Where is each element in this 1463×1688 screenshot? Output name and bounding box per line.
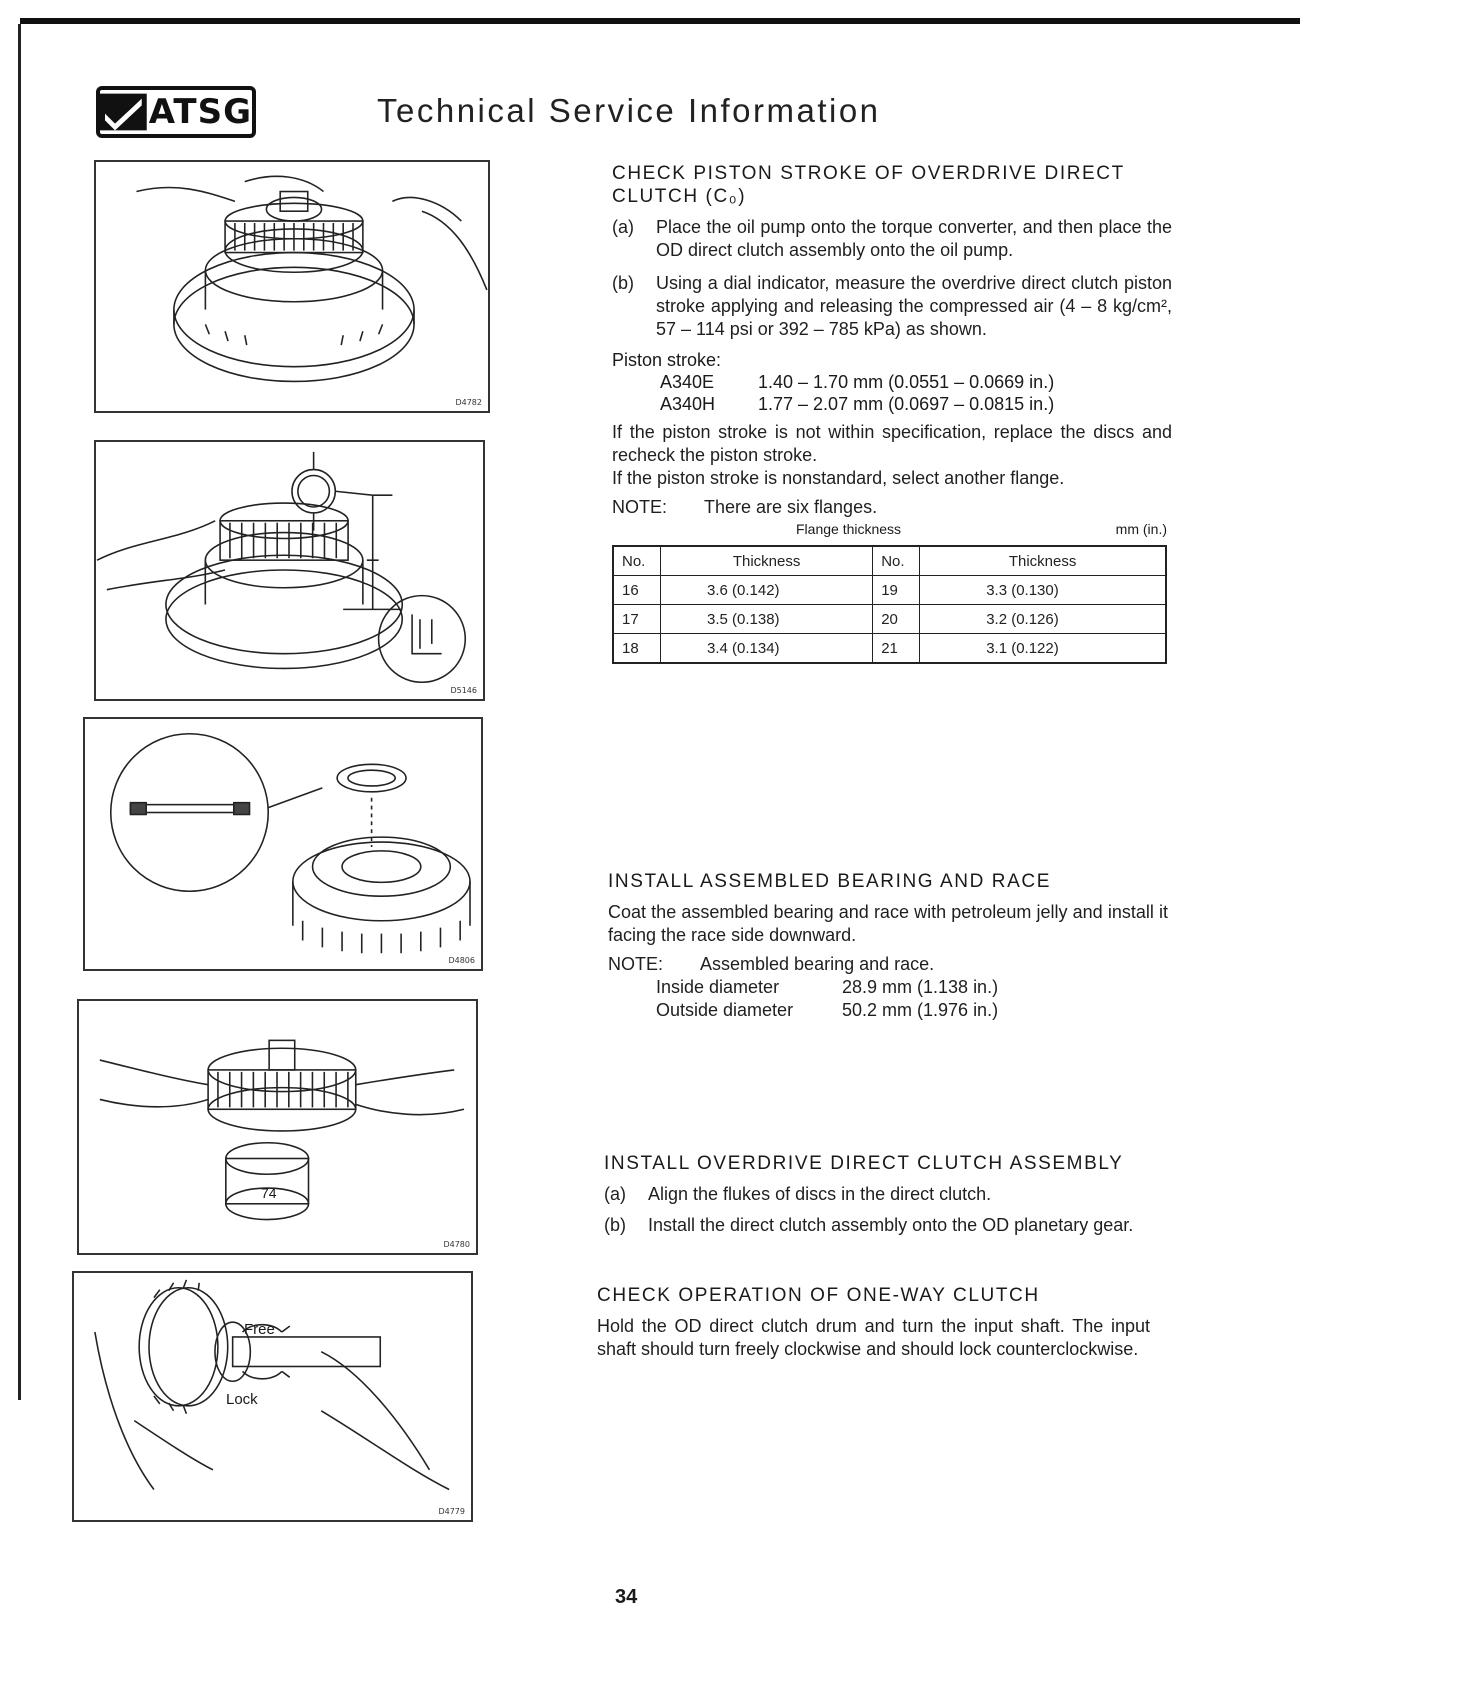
- spec-a340e: A340E 1.40 – 1.70 mm (0.0551 – 0.0669 in.): [660, 372, 1055, 392]
- logo-text: ATSG: [148, 92, 252, 132]
- figure-code: D4779: [438, 1507, 465, 1516]
- section-heading: CHECK PISTON STROKE OF OVERDRIVE DIRECT: [612, 163, 1125, 184]
- step-a: (a) Align the flukes of discs in the direct clutch.: [604, 1184, 992, 1204]
- step-b: (b) Using a dial indicator, measure the overdrive direct clutch piston stroke applying and releasing the compressed air (4 – 8 kg/cm², 57 – 114 psi or 392 – 785 kPa) as shown.: [612, 273, 1172, 339]
- step-b: (b) Install the direct clutch assembly onto the OD planetary gear.: [604, 1215, 1134, 1235]
- spec-paragraph-2: If the piston stroke is nonstandard, select another flange.: [612, 468, 1065, 488]
- outside-diameter: Outside diameter 50.2 mm (1.976 in.): [656, 1000, 999, 1020]
- table-row: 18 3.4 (0.134) 21 3.1 (0.122): [613, 634, 1166, 664]
- flange-thickness-table: [612, 545, 1167, 664]
- page-title: Technical Service Information: [377, 92, 881, 129]
- section-one-way-clutch: [597, 1284, 1150, 1361]
- inside-diameter: Inside diameter 28.9 mm (1.138 in.): [656, 977, 999, 997]
- table-row: 17 3.5 (0.138) 20 3.2 (0.126): [613, 605, 1166, 634]
- checkmark-icon: [100, 90, 147, 134]
- section-text: Hold the OD direct clutch drum and turn the input shaft. The input shaft should turn freely clockwise and should lock counterclockwise.: [597, 1316, 1150, 1359]
- figure-code: D4806: [448, 956, 475, 965]
- note: NOTE: Assembled bearing and race.: [608, 954, 935, 974]
- figure-clutch-on-converter: [94, 160, 490, 413]
- table-row: 16 3.6 (0.142) 19 3.3 (0.130): [613, 576, 1166, 605]
- section-install-clutch: [604, 1152, 1166, 1237]
- atsg-logo: [96, 86, 256, 138]
- section-text: Coat the assembled bearing and race with petroleum jelly and install it facing the race side downward.: [608, 902, 1168, 945]
- figure-install-clutch: [77, 999, 478, 1255]
- figure-code: D4780: [443, 1240, 470, 1249]
- piston-stroke-label: Piston stroke:: [612, 350, 722, 370]
- table-header-row: No. Thickness No. Thickness: [613, 546, 1166, 576]
- figure-bearing-race: [83, 717, 483, 971]
- section-heading: CHECK OPERATION OF ONE-WAY CLUTCH: [597, 1285, 1040, 1306]
- section-heading: INSTALL OVERDRIVE DIRECT CLUTCH ASSEMBLY: [604, 1153, 1124, 1174]
- note: NOTE: There are six flanges.: [612, 497, 878, 517]
- top-border: [20, 18, 1300, 24]
- spec-a340h: A340H 1.77 – 2.07 mm (0.0697 – 0.0815 in.): [660, 394, 1055, 414]
- lock-label: Lock: [226, 1391, 258, 1408]
- section-heading-cont: CLUTCH (C₀): [612, 186, 747, 207]
- table-caption-row: Flange thickness mm (in.): [796, 521, 1167, 537]
- section-piston-stroke: [612, 162, 1172, 664]
- spec-paragraph: If the piston stroke is not within specification, replace the discs and recheck the piston stroke.: [612, 422, 1172, 465]
- figure-one-way-clutch: [72, 1271, 473, 1522]
- free-label: Free: [244, 1321, 275, 1338]
- figure-code: D4782: [455, 398, 482, 407]
- part-mark: 74: [261, 1185, 277, 1201]
- page-number: 34: [615, 1586, 638, 1608]
- section-heading: INSTALL ASSEMBLED BEARING AND RACE: [608, 871, 1051, 892]
- figure-dial-indicator: [94, 440, 485, 701]
- figure-code: D5146: [450, 686, 477, 695]
- left-border: [18, 24, 21, 1400]
- section-bearing-race: [608, 870, 1168, 1022]
- step-a: (a) Place the oil pump onto the torque converter, and then place the OD direct clutch assembly onto the oil pump.: [612, 217, 1172, 260]
